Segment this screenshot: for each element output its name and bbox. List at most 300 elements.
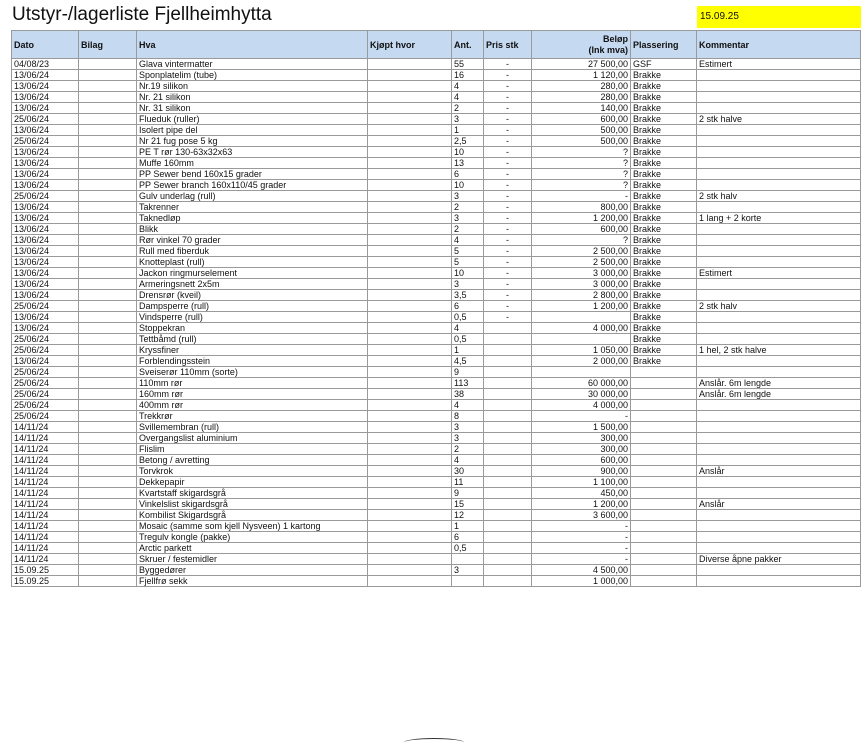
cell-kommentar[interactable] [697, 279, 861, 290]
cell-dato[interactable]: 14/11/24 [12, 455, 79, 466]
cell-belop[interactable]: 300,00 [532, 433, 631, 444]
cell-plassering[interactable] [631, 455, 697, 466]
cell-belop[interactable]: 1 050,00 [532, 345, 631, 356]
cell-kjopt-hvor[interactable] [368, 202, 452, 213]
cell-hva[interactable]: Tregulv kongle (pakke) [137, 532, 368, 543]
cell-hva[interactable]: Fjellfrø sekk [137, 576, 368, 587]
cell-plassering[interactable]: Brakke [631, 114, 697, 125]
cell-belop[interactable]: 280,00 [532, 81, 631, 92]
cell-dato[interactable]: 13/06/24 [12, 224, 79, 235]
date-cell[interactable]: 15.09.25 [697, 6, 861, 28]
cell-dato[interactable]: 25/06/24 [12, 389, 79, 400]
cell-bilag[interactable] [79, 543, 137, 554]
cell-plassering[interactable] [631, 411, 697, 422]
header-dato[interactable]: Dato [12, 31, 79, 59]
cell-ant[interactable]: 4 [452, 92, 484, 103]
cell-plassering[interactable]: Brakke [631, 213, 697, 224]
cell-pris-stk[interactable]: - [484, 180, 532, 191]
cell-bilag[interactable] [79, 257, 137, 268]
cell-kommentar[interactable] [697, 180, 861, 191]
cell-kjopt-hvor[interactable] [368, 268, 452, 279]
cell-kjopt-hvor[interactable] [368, 576, 452, 587]
cell-dato[interactable]: 25/06/24 [12, 136, 79, 147]
cell-dato[interactable]: 13/06/24 [12, 202, 79, 213]
cell-ant[interactable]: 3 [452, 433, 484, 444]
cell-pris-stk[interactable] [484, 510, 532, 521]
cell-dato[interactable]: 14/11/24 [12, 422, 79, 433]
cell-dato[interactable]: 25/06/24 [12, 191, 79, 202]
cell-bilag[interactable] [79, 114, 137, 125]
cell-kommentar[interactable] [697, 543, 861, 554]
cell-belop[interactable]: ? [532, 235, 631, 246]
cell-belop[interactable]: - [532, 411, 631, 422]
cell-bilag[interactable] [79, 92, 137, 103]
cell-plassering[interactable]: Brakke [631, 125, 697, 136]
cell-hva[interactable]: Drensrør (kveil) [137, 290, 368, 301]
cell-dato[interactable]: 13/06/24 [12, 279, 79, 290]
cell-ant[interactable]: 16 [452, 70, 484, 81]
cell-kjopt-hvor[interactable] [368, 290, 452, 301]
cell-kjopt-hvor[interactable] [368, 70, 452, 81]
cell-pris-stk[interactable]: - [484, 268, 532, 279]
cell-kommentar[interactable]: 2 stk halv [697, 191, 861, 202]
cell-pris-stk[interactable] [484, 422, 532, 433]
cell-dato[interactable]: 13/06/24 [12, 125, 79, 136]
cell-plassering[interactable]: Brakke [631, 312, 697, 323]
cell-dato[interactable]: 14/11/24 [12, 477, 79, 488]
cell-dato[interactable]: 13/06/24 [12, 158, 79, 169]
cell-hva[interactable]: Forblendingsstein [137, 356, 368, 367]
cell-hva[interactable]: Torvkrok [137, 466, 368, 477]
cell-hva[interactable]: Nr 21 fug pose 5 kg [137, 136, 368, 147]
header-plassering[interactable]: Plassering [631, 31, 697, 59]
cell-kommentar[interactable]: Anslår [697, 466, 861, 477]
cell-plassering[interactable]: Brakke [631, 257, 697, 268]
cell-plassering[interactable] [631, 499, 697, 510]
cell-kommentar[interactable] [697, 488, 861, 499]
cell-plassering[interactable]: Brakke [631, 279, 697, 290]
cell-dato[interactable]: 13/06/24 [12, 323, 79, 334]
cell-dato[interactable]: 13/06/24 [12, 147, 79, 158]
cell-kommentar[interactable] [697, 125, 861, 136]
cell-dato[interactable]: 13/06/24 [12, 235, 79, 246]
cell-belop[interactable]: 280,00 [532, 92, 631, 103]
cell-dato[interactable]: 14/11/24 [12, 433, 79, 444]
cell-pris-stk[interactable] [484, 345, 532, 356]
cell-plassering[interactable] [631, 543, 697, 554]
cell-kommentar[interactable]: Estimert [697, 268, 861, 279]
cell-pris-stk[interactable]: - [484, 147, 532, 158]
cell-kjopt-hvor[interactable] [368, 114, 452, 125]
cell-hva[interactable]: Takrenner [137, 202, 368, 213]
cell-belop[interactable]: 3 000,00 [532, 279, 631, 290]
cell-kommentar[interactable] [697, 422, 861, 433]
cell-hva[interactable]: Taknedløp [137, 213, 368, 224]
cell-belop[interactable]: 1 500,00 [532, 422, 631, 433]
cell-bilag[interactable] [79, 70, 137, 81]
cell-dato[interactable]: 14/11/24 [12, 521, 79, 532]
cell-dato[interactable]: 14/11/24 [12, 466, 79, 477]
cell-belop[interactable]: - [532, 191, 631, 202]
cell-dato[interactable]: 14/11/24 [12, 444, 79, 455]
cell-hva[interactable]: Overgangslist aluminium [137, 433, 368, 444]
cell-bilag[interactable] [79, 191, 137, 202]
cell-hva[interactable]: Muffe 160mm [137, 158, 368, 169]
cell-plassering[interactable] [631, 367, 697, 378]
cell-ant[interactable]: 1 [452, 125, 484, 136]
cell-hva[interactable]: 400mm rør [137, 400, 368, 411]
cell-hva[interactable]: Armeringsnett 2x5m [137, 279, 368, 290]
cell-kjopt-hvor[interactable] [368, 477, 452, 488]
cell-bilag[interactable] [79, 521, 137, 532]
cell-bilag[interactable] [79, 510, 137, 521]
cell-bilag[interactable] [79, 312, 137, 323]
cell-dato[interactable]: 25/06/24 [12, 367, 79, 378]
cell-plassering[interactable] [631, 521, 697, 532]
cell-plassering[interactable]: Brakke [631, 169, 697, 180]
cell-pris-stk[interactable] [484, 532, 532, 543]
cell-pris-stk[interactable]: - [484, 224, 532, 235]
cell-bilag[interactable] [79, 532, 137, 543]
cell-kjopt-hvor[interactable] [368, 532, 452, 543]
cell-pris-stk[interactable] [484, 543, 532, 554]
cell-pris-stk[interactable] [484, 554, 532, 565]
cell-plassering[interactable] [631, 576, 697, 587]
cell-kjopt-hvor[interactable] [368, 488, 452, 499]
cell-plassering[interactable]: GSF [631, 59, 697, 70]
cell-dato[interactable]: 15.09.25 [12, 565, 79, 576]
cell-hva[interactable]: Nr. 21 silikon [137, 92, 368, 103]
cell-kommentar[interactable]: Anslår. 6m lengde [697, 378, 861, 389]
cell-bilag[interactable] [79, 367, 137, 378]
cell-dato[interactable]: 14/11/24 [12, 543, 79, 554]
cell-kommentar[interactable] [697, 565, 861, 576]
cell-hva[interactable]: Nr.19 silikon [137, 81, 368, 92]
cell-kommentar[interactable] [697, 169, 861, 180]
cell-kommentar[interactable]: 2 stk halve [697, 114, 861, 125]
cell-dato[interactable]: 13/06/24 [12, 356, 79, 367]
cell-bilag[interactable] [79, 268, 137, 279]
cell-kommentar[interactable]: 1 lang + 2 korte [697, 213, 861, 224]
cell-kommentar[interactable] [697, 81, 861, 92]
cell-plassering[interactable] [631, 554, 697, 565]
cell-pris-stk[interactable] [484, 356, 532, 367]
cell-ant[interactable] [452, 554, 484, 565]
cell-belop[interactable]: 60 000,00 [532, 378, 631, 389]
cell-ant[interactable]: 113 [452, 378, 484, 389]
cell-pris-stk[interactable]: - [484, 103, 532, 114]
cell-kommentar[interactable] [697, 521, 861, 532]
cell-pris-stk[interactable]: - [484, 136, 532, 147]
cell-belop[interactable]: - [532, 532, 631, 543]
cell-kommentar[interactable] [697, 202, 861, 213]
cell-pris-stk[interactable] [484, 334, 532, 345]
cell-kjopt-hvor[interactable] [368, 136, 452, 147]
cell-pris-stk[interactable] [484, 411, 532, 422]
cell-plassering[interactable]: Brakke [631, 180, 697, 191]
cell-dato[interactable]: 15.09.25 [12, 576, 79, 587]
cell-plassering[interactable]: Brakke [631, 70, 697, 81]
cell-bilag[interactable] [79, 466, 137, 477]
cell-ant[interactable]: 4 [452, 323, 484, 334]
cell-belop[interactable]: 3 000,00 [532, 268, 631, 279]
cell-kjopt-hvor[interactable] [368, 224, 452, 235]
cell-dato[interactable]: 14/11/24 [12, 510, 79, 521]
cell-pris-stk[interactable]: - [484, 114, 532, 125]
cell-plassering[interactable]: Brakke [631, 158, 697, 169]
cell-bilag[interactable] [79, 499, 137, 510]
cell-hva[interactable]: Nr. 31 silikon [137, 103, 368, 114]
cell-belop[interactable]: - [532, 521, 631, 532]
cell-pris-stk[interactable] [484, 521, 532, 532]
cell-hva[interactable]: PP Sewer branch 160x110/45 grader [137, 180, 368, 191]
cell-pris-stk[interactable] [484, 378, 532, 389]
cell-kommentar[interactable] [697, 411, 861, 422]
cell-pris-stk[interactable]: - [484, 246, 532, 257]
cell-kommentar[interactable] [697, 455, 861, 466]
cell-plassering[interactable] [631, 389, 697, 400]
cell-plassering[interactable] [631, 565, 697, 576]
cell-plassering[interactable]: Brakke [631, 224, 697, 235]
cell-dato[interactable]: 13/06/24 [12, 103, 79, 114]
cell-belop[interactable]: - [532, 554, 631, 565]
cell-bilag[interactable] [79, 389, 137, 400]
cell-pris-stk[interactable]: - [484, 279, 532, 290]
cell-bilag[interactable] [79, 444, 137, 455]
cell-kjopt-hvor[interactable] [368, 169, 452, 180]
cell-hva[interactable]: Sponplatelim (tube) [137, 70, 368, 81]
cell-hva[interactable]: Trekkrør [137, 411, 368, 422]
cell-bilag[interactable] [79, 477, 137, 488]
cell-kommentar[interactable] [697, 576, 861, 587]
cell-belop[interactable]: 600,00 [532, 114, 631, 125]
cell-dato[interactable]: 25/06/24 [12, 411, 79, 422]
cell-kjopt-hvor[interactable] [368, 543, 452, 554]
cell-kjopt-hvor[interactable] [368, 279, 452, 290]
cell-kommentar[interactable] [697, 70, 861, 81]
cell-dato[interactable]: 25/06/24 [12, 334, 79, 345]
cell-pris-stk[interactable] [484, 466, 532, 477]
cell-kommentar[interactable] [697, 92, 861, 103]
cell-ant[interactable]: 3 [452, 279, 484, 290]
cell-kommentar[interactable] [697, 477, 861, 488]
cell-ant[interactable]: 0,5 [452, 334, 484, 345]
cell-belop[interactable]: 450,00 [532, 488, 631, 499]
cell-plassering[interactable]: Brakke [631, 81, 697, 92]
cell-kjopt-hvor[interactable] [368, 345, 452, 356]
cell-kjopt-hvor[interactable] [368, 356, 452, 367]
cell-belop[interactable]: 1 000,00 [532, 576, 631, 587]
cell-bilag[interactable] [79, 301, 137, 312]
cell-plassering[interactable]: Brakke [631, 136, 697, 147]
cell-bilag[interactable] [79, 455, 137, 466]
cell-dato[interactable]: 13/06/24 [12, 169, 79, 180]
cell-kommentar[interactable] [697, 323, 861, 334]
cell-bilag[interactable] [79, 235, 137, 246]
cell-kommentar[interactable] [697, 246, 861, 257]
cell-bilag[interactable] [79, 224, 137, 235]
cell-kjopt-hvor[interactable] [368, 422, 452, 433]
cell-kjopt-hvor[interactable] [368, 433, 452, 444]
cell-plassering[interactable]: Brakke [631, 356, 697, 367]
cell-pris-stk[interactable]: - [484, 235, 532, 246]
cell-kommentar[interactable]: Estimert [697, 59, 861, 70]
cell-belop[interactable] [532, 367, 631, 378]
cell-ant[interactable]: 3 [452, 114, 484, 125]
cell-plassering[interactable] [631, 477, 697, 488]
cell-kjopt-hvor[interactable] [368, 565, 452, 576]
cell-belop[interactable]: 140,00 [532, 103, 631, 114]
cell-belop[interactable]: ? [532, 169, 631, 180]
cell-belop[interactable]: ? [532, 158, 631, 169]
cell-dato[interactable]: 13/06/24 [12, 268, 79, 279]
cell-belop[interactable]: 2 500,00 [532, 257, 631, 268]
cell-kommentar[interactable] [697, 257, 861, 268]
cell-ant[interactable]: 4 [452, 455, 484, 466]
cell-kjopt-hvor[interactable] [368, 125, 452, 136]
cell-kjopt-hvor[interactable] [368, 378, 452, 389]
cell-bilag[interactable] [79, 323, 137, 334]
cell-belop[interactable]: - [532, 543, 631, 554]
cell-bilag[interactable] [79, 136, 137, 147]
cell-ant[interactable]: 4 [452, 400, 484, 411]
cell-belop[interactable]: 3 600,00 [532, 510, 631, 521]
cell-plassering[interactable]: Brakke [631, 290, 697, 301]
cell-ant[interactable]: 1 [452, 521, 484, 532]
cell-bilag[interactable] [79, 411, 137, 422]
cell-belop[interactable]: ? [532, 147, 631, 158]
cell-bilag[interactable] [79, 246, 137, 257]
cell-kjopt-hvor[interactable] [368, 235, 452, 246]
cell-hva[interactable]: Stoppekran [137, 323, 368, 334]
cell-dato[interactable]: 25/06/24 [12, 114, 79, 125]
cell-kjopt-hvor[interactable] [368, 367, 452, 378]
header-hva[interactable]: Hva [137, 31, 368, 59]
cell-hva[interactable]: Glava vintermatter [137, 59, 368, 70]
cell-plassering[interactable]: Brakke [631, 92, 697, 103]
cell-hva[interactable]: Flislim [137, 444, 368, 455]
cell-pris-stk[interactable]: - [484, 59, 532, 70]
cell-hva[interactable]: Isolert pipe del [137, 125, 368, 136]
cell-belop[interactable] [532, 312, 631, 323]
cell-belop[interactable]: 2 800,00 [532, 290, 631, 301]
cell-plassering[interactable]: Brakke [631, 323, 697, 334]
cell-ant[interactable]: 13 [452, 158, 484, 169]
cell-kjopt-hvor[interactable] [368, 466, 452, 477]
cell-ant[interactable]: 3 [452, 191, 484, 202]
cell-hva[interactable]: Flueduk (ruller) [137, 114, 368, 125]
cell-belop[interactable]: 500,00 [532, 136, 631, 147]
cell-dato[interactable]: 13/06/24 [12, 180, 79, 191]
cell-kjopt-hvor[interactable] [368, 323, 452, 334]
cell-dato[interactable]: 13/06/24 [12, 92, 79, 103]
cell-ant[interactable]: 2,5 [452, 136, 484, 147]
cell-pris-stk[interactable] [484, 499, 532, 510]
cell-kjopt-hvor[interactable] [368, 158, 452, 169]
cell-hva[interactable]: PP Sewer bend 160x15 grader [137, 169, 368, 180]
cell-ant[interactable] [452, 576, 484, 587]
cell-belop[interactable]: 2 500,00 [532, 246, 631, 257]
cell-hva[interactable]: Jackon ringmurselement [137, 268, 368, 279]
cell-bilag[interactable] [79, 356, 137, 367]
cell-kjopt-hvor[interactable] [368, 92, 452, 103]
cell-ant[interactable]: 0,5 [452, 543, 484, 554]
cell-ant[interactable]: 3 [452, 422, 484, 433]
cell-belop[interactable]: 27 500,00 [532, 59, 631, 70]
header-ant[interactable]: Ant. [452, 31, 484, 59]
cell-kjopt-hvor[interactable] [368, 389, 452, 400]
cell-dato[interactable]: 13/06/24 [12, 290, 79, 301]
cell-kjopt-hvor[interactable] [368, 246, 452, 257]
cell-ant[interactable]: 5 [452, 257, 484, 268]
cell-hva[interactable]: Skruer / festemidler [137, 554, 368, 565]
cell-plassering[interactable] [631, 422, 697, 433]
cell-pris-stk[interactable]: - [484, 213, 532, 224]
cell-plassering[interactable] [631, 444, 697, 455]
cell-dato[interactable]: 14/11/24 [12, 488, 79, 499]
cell-plassering[interactable] [631, 488, 697, 499]
cell-kommentar[interactable] [697, 433, 861, 444]
cell-pris-stk[interactable]: - [484, 70, 532, 81]
cell-bilag[interactable] [79, 576, 137, 587]
cell-ant[interactable]: 3 [452, 213, 484, 224]
cell-kommentar[interactable] [697, 136, 861, 147]
cell-pris-stk[interactable]: - [484, 290, 532, 301]
cell-hva[interactable]: Rør vinkel 70 grader [137, 235, 368, 246]
cell-kjopt-hvor[interactable] [368, 455, 452, 466]
cell-kommentar[interactable] [697, 290, 861, 301]
cell-kommentar[interactable] [697, 356, 861, 367]
cell-bilag[interactable] [79, 488, 137, 499]
cell-ant[interactable]: 55 [452, 59, 484, 70]
cell-plassering[interactable]: Brakke [631, 103, 697, 114]
cell-ant[interactable]: 4 [452, 235, 484, 246]
cell-dato[interactable]: 13/06/24 [12, 81, 79, 92]
cell-ant[interactable]: 5 [452, 246, 484, 257]
cell-kommentar[interactable] [697, 103, 861, 114]
cell-belop[interactable]: 600,00 [532, 455, 631, 466]
cell-dato[interactable]: 13/06/24 [12, 213, 79, 224]
cell-ant[interactable]: 9 [452, 488, 484, 499]
cell-hva[interactable]: Byggedører [137, 565, 368, 576]
header-belop[interactable]: Beløp (Ink mva) [532, 31, 631, 59]
cell-ant[interactable]: 3,5 [452, 290, 484, 301]
cell-belop[interactable]: 800,00 [532, 202, 631, 213]
cell-kommentar[interactable] [697, 147, 861, 158]
cell-pris-stk[interactable] [484, 433, 532, 444]
cell-kommentar[interactable] [697, 532, 861, 543]
cell-kommentar[interactable]: Diverse åpne pakker [697, 554, 861, 565]
cell-bilag[interactable] [79, 158, 137, 169]
cell-kommentar[interactable] [697, 235, 861, 246]
header-kjopt-hvor[interactable]: Kjøpt hvor [368, 31, 452, 59]
header-kommentar[interactable]: Kommentar [697, 31, 861, 59]
cell-ant[interactable]: 12 [452, 510, 484, 521]
cell-plassering[interactable] [631, 400, 697, 411]
cell-ant[interactable]: 30 [452, 466, 484, 477]
cell-plassering[interactable]: Brakke [631, 301, 697, 312]
cell-hva[interactable]: Vindsperre (rull) [137, 312, 368, 323]
cell-bilag[interactable] [79, 378, 137, 389]
cell-kommentar[interactable] [697, 158, 861, 169]
cell-plassering[interactable]: Brakke [631, 246, 697, 257]
cell-belop[interactable]: 1 200,00 [532, 499, 631, 510]
cell-kjopt-hvor[interactable] [368, 554, 452, 565]
cell-plassering[interactable]: Brakke [631, 147, 697, 158]
cell-dato[interactable]: 13/06/24 [12, 312, 79, 323]
cell-bilag[interactable] [79, 103, 137, 114]
cell-hva[interactable]: Blikk [137, 224, 368, 235]
